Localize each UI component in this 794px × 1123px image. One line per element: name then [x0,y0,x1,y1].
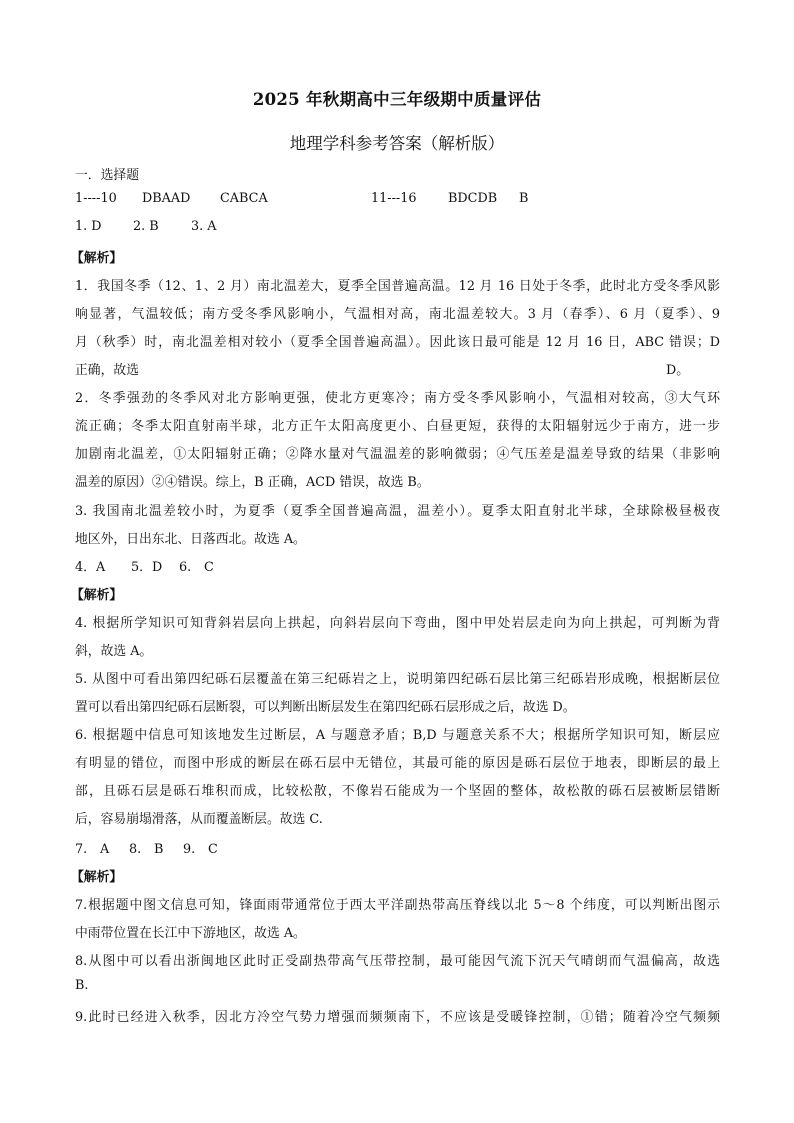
answer-range-label: 1----10 [75,191,117,206]
answer-group: DBAAD [142,191,191,206]
answer-item: 2. B [133,219,159,234]
answer-range-label: 11---16 [371,191,417,206]
analysis-text-line: 月（秋季）时，南北温差相对较小（夏季全国普遍高温）。因此该日最可能是 12 月 16 日，ABC 错误；D [75,335,720,350]
analysis-text-line: 9.此时已经进入秋季，因北方冷空气势力增强而频频南下，不应该是受暖锋控制，①错；随着冷空气频频 [75,1010,720,1025]
analysis-text-line: 部，且砾石层是砾石堆积而成，比较松散，不像岩石能成为一个坚固的整体，故松散的砾石层被断层错断 [75,784,720,799]
analysis-text-line: 8.从图中可以看出浙闽地区此时正受副热带高气压带控制，最可能因气流下沉天气晴朗而气温偏高，故选 [75,954,720,969]
analysis-text-line: 温差的原因）②④错误。综上，B 正确，ACD 错误，故选 B。 [75,475,430,490]
answer-item: 4．A [75,560,106,575]
analysis-text-line: 1．我国冬季（12、1、2 月）南北温差大，夏季全国普遍高温。12 月 16 日处于冬季，此时北方受冬季风影 [75,279,720,294]
analysis-text-line: D。 [666,363,690,378]
page-subtitle: 地理学科参考答案（解析版） [289,134,505,153]
analysis-text-line: 中雨带位置在长江中下游地区，故选 A。 [75,926,306,941]
answer-item: 9. C [183,842,218,857]
page-title: 2025 年秋期高中三年级期中质量评估 [252,90,542,109]
analysis-text-line: 地区外，日出东北、日落西北。故选 A。 [75,532,306,547]
answer-group: BDCDB [448,191,498,206]
analysis-text-line: 斜，故选 A。 [75,644,153,659]
section-heading: 一．选择题 [75,168,139,183]
analysis-text-line: 5. 从图中可看出第四纪砾石层覆盖在第三纪砾岩之上，说明第四纪砾石层比第三纪砾岩形成晚，根据断层位 [75,672,720,687]
analysis-text-line: 后，容易崩塌滑落，从而覆盖断层。故选 C. [75,812,323,827]
analysis-text-line: 流正确；冬季太阳直射南半球，北方正午太阳高度更小、白昼更短，获得的太阳辐射远少于南方，进一步 [75,419,720,434]
analysis-heading: 【解析】 [71,588,123,603]
analysis-heading: 【解析】 [71,251,123,266]
analysis-text-line: 加剧南北温差，①太阳辐射正确；②降水量对气温温差的影响微弱；④气压差是温差导致的结果（非影响 [75,447,720,462]
analysis-heading: 【解析】 [71,870,123,885]
analysis-text-line: 2．冬季强劲的冬季风对北方影响更强，使北方更寒冷；南方受冬季风影响小，气温相对较高，③大气环 [75,391,720,406]
answer-item: 6. C [179,560,214,575]
analysis-text-line: 6. 根据题中信息可知该地发生过断层，A 与题意矛盾；B,D 与题意关系不大；根据所学知识可知，断层应 [75,728,720,743]
answer-item: 3. A [191,219,217,234]
analysis-text-line: B. [75,978,89,993]
analysis-text-line: 正确，故选 [75,363,139,378]
analysis-text-line: 3. 我国南北温差较小时，为夏季（夏季全国普遍高温，温差小）。夏季太阳直射北半球，全球除极昼极夜 [75,504,720,519]
analysis-text-line: 7.根据题中图文信息可知，锋面雨带通常位于西太平洋副热带高压脊线以北 5～8 个纬度，可以判断出图示 [75,898,720,913]
analysis-text-line: 4. 根据所学知识可知背斜岩层向上拱起，向斜岩层向下弯曲，图中甲处岩层走向为向上拱起，可判断为背 [75,616,720,631]
answer-item: 1. D [75,219,102,234]
analysis-text-line: 置可以看出第四纪砾石层断裂，可以判断出断层发生在第四纪砾石层形成之后，故选 D。 [75,700,576,715]
analysis-text-line: 响显著，气温较低；南方受冬季风影响小，气温相对高，南北温差较大。3 月（春季）、6 月（夏季）、9 [75,307,720,322]
answer-item: 7. A [75,842,110,857]
answer-item: 8. B [129,842,164,857]
answer-group: CABCA [220,191,268,206]
answer-item: 5．D [131,560,163,575]
analysis-text-line: 有明显的错位，而图中形成的断层在砾石层中无错位，其最可能的原因是砾石层位于地表，即断层的最上 [75,756,720,771]
answer-group: B [519,191,529,206]
